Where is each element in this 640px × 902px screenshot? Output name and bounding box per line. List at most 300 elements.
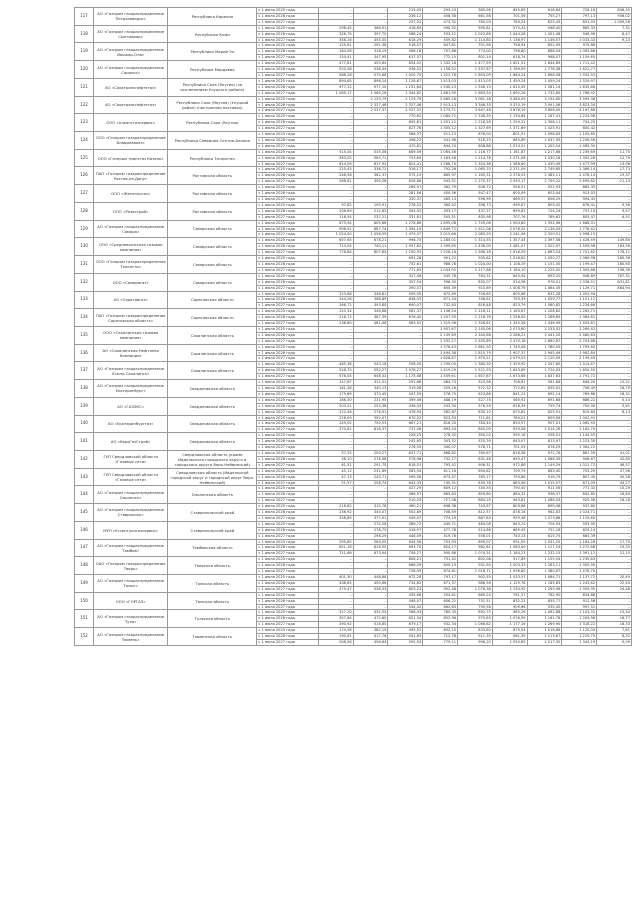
tariff-value-cell: 831,28 bbox=[527, 291, 562, 297]
tariff-value-cell: 743,13 bbox=[492, 533, 527, 539]
tariff-value-cell: 704,93 bbox=[527, 521, 562, 527]
tariff-value-cell: 1 031,20 bbox=[527, 539, 562, 545]
tariff-value-cell: 3 806,00 bbox=[527, 108, 562, 114]
tariff-value-cell: – bbox=[318, 120, 353, 126]
tariff-value-cell: 1 701,62 bbox=[562, 250, 597, 256]
region-name: Свердловская область bbox=[168, 415, 257, 433]
tariff-value-cell: 650,39 bbox=[423, 285, 458, 291]
tariff-value-cell: 1 465,30 bbox=[562, 143, 597, 149]
period-cell: с 1 июля 2025 года bbox=[257, 167, 319, 173]
tariff-value-cell: 887,74 bbox=[353, 226, 388, 232]
tariff-value-cell: 257,52 bbox=[388, 19, 423, 25]
tariff-value-cell: 1 425,91 bbox=[527, 126, 562, 132]
tariff-value-cell: – bbox=[597, 220, 632, 226]
tariff-value-cell: 8,32 bbox=[597, 634, 632, 640]
tariff-value-cell: 956,02 bbox=[597, 13, 632, 19]
tariff-value-cell: – bbox=[318, 137, 353, 143]
tariff-value-cell: 1 163,67 bbox=[492, 309, 527, 315]
tariff-value-cell: 665,83 bbox=[423, 492, 458, 498]
row-number: 127 bbox=[75, 185, 94, 203]
tariff-value-cell: 709,79 bbox=[492, 468, 527, 474]
tariff-value-cell: 657,65 bbox=[318, 238, 353, 244]
period-cell: с 1 июля 2027 года bbox=[257, 250, 319, 256]
tariff-value-cell: 278,52 bbox=[388, 202, 423, 208]
tariff-value-cell: 340,13 bbox=[353, 386, 388, 392]
organization-name: ООО «Газпром трансгаз Казань» bbox=[94, 149, 168, 167]
tariff-value-cell: 1 342,16 bbox=[423, 61, 458, 67]
tariff-value-cell: 2 366,14 bbox=[562, 167, 597, 173]
region-name: Ростовская область bbox=[168, 185, 257, 203]
tariff-value-cell: 3 823,34 bbox=[562, 102, 597, 108]
tariff-value-cell: 1 062,88 bbox=[527, 610, 562, 616]
tariff-value-cell: 274,58 bbox=[353, 521, 388, 527]
tariff-value-cell: 943,81 bbox=[492, 498, 527, 504]
tariff-value-cell: 6,51 bbox=[597, 214, 632, 220]
tariff-value-cell: 694,62 bbox=[458, 468, 493, 474]
tariff-value-cell: 5,61 bbox=[597, 403, 632, 409]
tariff-value-cell: 236,92 bbox=[318, 510, 353, 516]
tariff-value-cell: – bbox=[597, 297, 632, 303]
tariff-value-cell: 1 127,24 bbox=[527, 545, 562, 551]
tariff-value-cell: – bbox=[353, 137, 388, 143]
tariff-value-cell: 360,42 bbox=[423, 202, 458, 208]
period-cell: с 1 июля 2026 года bbox=[257, 226, 319, 232]
tariff-value-cell: 1 344,62 bbox=[388, 90, 423, 96]
tariff-value-cell: 1 318,22 bbox=[562, 622, 597, 628]
tariff-value-cell: 1 235,83 bbox=[562, 557, 597, 563]
region-name: Самарская область bbox=[168, 273, 257, 291]
organization-name: АО «Сахатранснефтегаз» bbox=[94, 96, 168, 114]
tariff-value-cell: 1 008,79 bbox=[492, 285, 527, 291]
tariff-value-cell: – bbox=[353, 557, 388, 563]
tariff-value-cell: 535,36 bbox=[353, 149, 388, 155]
tariff-value-cell: 147,67 bbox=[318, 380, 353, 386]
row-number: 125 bbox=[75, 149, 94, 167]
tariff-value-cell: 752,81 bbox=[388, 261, 423, 267]
tariff-value-cell: – bbox=[353, 197, 388, 203]
tariff-value-cell: 801,91 bbox=[492, 132, 527, 138]
tariff-value-cell: 608,21 bbox=[388, 557, 423, 563]
tariff-value-cell: 801,14 bbox=[458, 55, 493, 61]
tariff-value-cell: 258,85 bbox=[318, 515, 353, 521]
tariff-value-cell: – bbox=[353, 267, 388, 273]
tariff-value-cell: 793,42 bbox=[423, 462, 458, 468]
tariff-value-cell: 22,40 bbox=[597, 580, 632, 586]
tariff-value-cell: – bbox=[597, 96, 632, 102]
tariff-value-cell: – bbox=[318, 197, 353, 203]
tariff-value-cell: 1 537,87 bbox=[458, 67, 493, 73]
period-cell: с 1 июля 2025 года bbox=[257, 114, 319, 120]
period-cell: с 1 июля 2027 года bbox=[257, 108, 319, 114]
tariff-value-cell: 58,10 bbox=[318, 456, 353, 462]
tariff-value-cell: – bbox=[318, 256, 353, 262]
tariff-value-cell: 780,03 bbox=[458, 19, 493, 25]
tariff-value-cell: 1 020,79 bbox=[388, 72, 423, 78]
tariff-value-cell: 832,22 bbox=[492, 598, 527, 604]
tariff-value-cell: 47,13 bbox=[318, 474, 353, 480]
tariff-value-cell: 593,95 bbox=[562, 521, 597, 527]
tariff-value-cell: – bbox=[318, 13, 353, 19]
tariff-value-cell: – bbox=[353, 273, 388, 279]
tariff-value-cell: – bbox=[318, 344, 353, 350]
tariff-value-cell: 1 305,12 bbox=[423, 126, 458, 132]
tariff-value-cell: 1 477,99 bbox=[562, 161, 597, 167]
tariff-value-cell: 818,37 bbox=[353, 427, 388, 433]
tariff-value-cell: 803,68 bbox=[492, 504, 527, 510]
row-number: 145 bbox=[75, 504, 94, 522]
period-cell: с 1 июля 2025 года bbox=[257, 132, 319, 138]
tariff-value-cell: 565,71 bbox=[353, 155, 388, 161]
tariff-value-cell: – bbox=[353, 433, 388, 439]
tariff-value-cell: 1 234,92 bbox=[492, 586, 527, 592]
tariff-value-cell: 1 581,14 bbox=[527, 84, 562, 90]
tariff-value-cell: 1 643,89 bbox=[492, 368, 527, 374]
tariff-value-cell: – bbox=[597, 61, 632, 67]
tariff-value-cell: 760,67 bbox=[458, 450, 493, 456]
tariff-value-cell: 2 073,60 bbox=[492, 326, 527, 332]
region-name: Республика Карелия bbox=[168, 8, 257, 26]
tariff-value-cell: 526,17 bbox=[388, 167, 423, 173]
tariff-value-cell: 835,07 bbox=[458, 279, 493, 285]
tariff-value-cell: 576,96 bbox=[388, 456, 423, 462]
period-cell: с 1 июля 2027 года bbox=[257, 374, 319, 380]
row-number: 143 bbox=[75, 468, 94, 486]
tariff-value-cell: 948,89 bbox=[562, 273, 597, 279]
tariff-value-cell: – bbox=[318, 8, 353, 14]
period-cell: с 1 июля 2025 года bbox=[257, 78, 319, 84]
tariff-value-cell: – bbox=[353, 492, 388, 498]
tariff-value-cell: 165,36 bbox=[597, 256, 632, 262]
region-name: Свердловская область bbox=[168, 397, 257, 415]
tariff-value-cell: 816,58 bbox=[492, 450, 527, 456]
period-cell: с 1 июля 2026 года bbox=[257, 279, 319, 285]
tariff-value-cell: 1 749,08 bbox=[458, 220, 493, 226]
organization-name: АО «ГАЗЭКС» bbox=[94, 397, 168, 415]
tariff-value-cell: 668,82 bbox=[423, 450, 458, 456]
tariff-value-cell: 893,44 bbox=[423, 427, 458, 433]
tariff-value-cell: – bbox=[597, 303, 632, 309]
tariff-value-cell: 595,16 bbox=[492, 433, 527, 439]
tariff-value-cell: 357,54 bbox=[388, 279, 423, 285]
region-name: Самарская область bbox=[168, 256, 257, 274]
tariff-value-cell: 216,82 bbox=[318, 504, 353, 510]
tariff-value-cell: 1 022,88 bbox=[458, 31, 493, 37]
tariff-value-cell: 714,04 bbox=[318, 244, 353, 250]
tariff-value-cell: 203,51 bbox=[318, 403, 353, 409]
tariff-value-cell: 1 063,86 bbox=[562, 49, 597, 55]
tariff-value-cell: – bbox=[353, 350, 388, 356]
tariff-value-cell: 1 661,50 bbox=[458, 344, 493, 350]
tariff-value-cell: – bbox=[388, 332, 423, 338]
tariff-value-cell: 740,93 bbox=[458, 486, 493, 492]
tariff-value-cell: 845,00 bbox=[458, 427, 493, 433]
tariff-value-cell: 448,09 bbox=[388, 533, 423, 539]
tariff-value-cell: 618,39 bbox=[492, 403, 527, 409]
tariff-value-cell: – bbox=[597, 374, 632, 380]
tariff-value-cell: 212,62 bbox=[353, 208, 388, 214]
tariff-value-cell: 994,45 bbox=[562, 197, 597, 203]
tariff-value-cell: 331,81 bbox=[388, 214, 423, 220]
tariff-value-cell: – bbox=[388, 350, 423, 356]
tariff-value-cell: – bbox=[318, 19, 353, 25]
tariff-value-cell: 1 778,42 bbox=[562, 226, 597, 232]
tariff-value-cell: 552,93 bbox=[527, 185, 562, 191]
tariff-value-cell: 1 184,10 bbox=[492, 267, 527, 273]
period-cell: с 1 июля 2027 года bbox=[257, 285, 319, 291]
tariff-value-cell: 1 066,62 bbox=[458, 622, 493, 628]
tariff-value-cell: 737,15 bbox=[562, 208, 597, 214]
tariff-value-cell: – bbox=[353, 19, 388, 25]
tariff-value-cell: 685,45 bbox=[492, 527, 527, 533]
tariff-value-cell: 1 380,67 bbox=[527, 569, 562, 575]
tariff-value-cell: 1 002,91 bbox=[562, 415, 597, 421]
period-cell: с 1 июля 2027 года bbox=[257, 232, 319, 238]
tariff-value-cell: 931,94 bbox=[458, 563, 493, 569]
organization-name: АО «Газпром газораспределение Ставрополь» bbox=[94, 504, 168, 522]
tariff-value-cell: 902,55 bbox=[458, 575, 493, 581]
tariff-value-cell: 630,10 bbox=[458, 409, 493, 415]
tariff-value-cell: 326,75 bbox=[318, 31, 353, 37]
tariff-value-cell: 1 344,19 bbox=[562, 639, 597, 645]
tariff-value-cell: – bbox=[318, 102, 353, 108]
tariff-value-cell: 818,74 bbox=[492, 55, 527, 61]
tariff-value-cell: 1 376,43 bbox=[423, 344, 458, 350]
tariff-value-cell: 416,97 bbox=[388, 527, 423, 533]
tariff-value-cell: 797,13 bbox=[562, 13, 597, 19]
tariff-value-cell: 184,06 bbox=[318, 49, 353, 55]
tariff-value-cell: 565,92 bbox=[492, 397, 527, 403]
tariff-value-cell: 592,04 bbox=[388, 639, 423, 645]
organization-name: ООО «Средневолжская газовая компания» bbox=[94, 238, 168, 256]
region-name: Тюменская область bbox=[168, 628, 257, 646]
tariff-value-cell: 961,39 bbox=[492, 634, 527, 640]
tariff-value-cell: 1 262,71 bbox=[562, 309, 597, 315]
tariff-value-cell: 461,08 bbox=[353, 321, 388, 327]
row-number: 135 bbox=[75, 326, 94, 344]
tariff-value-cell: 544,42 bbox=[388, 604, 423, 610]
period-cell: с 1 июля 2025 года bbox=[257, 43, 319, 49]
tariff-value-cell: 327,20 bbox=[318, 610, 353, 616]
tariff-value-cell: 7,61 bbox=[597, 628, 632, 634]
tariff-value-cell: 237,21 bbox=[353, 214, 388, 220]
period-cell: с 1 июля 2025 года bbox=[257, 575, 319, 581]
tariff-value-cell: 2 129,79 bbox=[353, 96, 388, 102]
period-cell: с 1 июля 2026 года bbox=[257, 297, 319, 303]
tariff-value-cell: 1 635,66 bbox=[562, 84, 597, 90]
tariff-value-cell: 824,17 bbox=[423, 545, 458, 551]
tariff-value-cell: 1 078,27 bbox=[388, 368, 423, 374]
tariff-value-cell: 40,58 bbox=[597, 474, 632, 480]
tariff-value-cell: – bbox=[388, 338, 423, 344]
tariff-value-cell: 1 546,15 bbox=[458, 84, 493, 90]
tariff-value-cell: – bbox=[597, 415, 632, 421]
tariff-value-cell: 884,94 bbox=[597, 285, 632, 291]
tariff-value-cell: 999,67 bbox=[492, 202, 527, 208]
tariff-value-cell: 692,14 bbox=[527, 391, 562, 397]
tariff-value-cell: 1 450,49 bbox=[527, 161, 562, 167]
tariff-value-cell: 629,14 bbox=[562, 527, 597, 533]
tariff-value-cell: 701,53 bbox=[492, 445, 527, 451]
tariff-value-cell: 1 849,72 bbox=[423, 226, 458, 232]
tariff-value-cell: – bbox=[597, 49, 632, 55]
period-cell: с 1 июля 2025 года bbox=[257, 25, 319, 31]
period-cell: с 1 июля 2025 года bbox=[257, 202, 319, 208]
tariff-value-cell: – bbox=[318, 356, 353, 362]
tariff-value-cell: 1 732,60 bbox=[527, 90, 562, 96]
tariff-value-cell: 642,33 bbox=[388, 480, 423, 486]
tariff-value-cell: 559,82 bbox=[423, 37, 458, 43]
tariff-value-cell: 750,00 bbox=[562, 403, 597, 409]
tariff-value-cell: 396,22 bbox=[388, 137, 423, 143]
tariff-value-cell: 613,97 bbox=[527, 439, 562, 445]
tariff-value-cell: 1 165,31 bbox=[458, 173, 493, 179]
tariff-value-cell: 672,28 bbox=[388, 575, 423, 581]
period-cell: с 1 июля 2026 года bbox=[257, 191, 319, 197]
tariff-value-cell: 1 226,66 bbox=[562, 303, 597, 309]
tariff-value-cell: 616,64 bbox=[527, 8, 562, 14]
period-cell: с 1 июля 2025 года bbox=[257, 397, 319, 403]
tariff-value-cell: 701,56 bbox=[492, 13, 527, 19]
tariff-value-cell: 734,82 bbox=[388, 580, 423, 586]
tariff-value-cell: – bbox=[318, 498, 353, 504]
tariff-value-cell: 841,23 bbox=[492, 391, 527, 397]
tariff-value-cell: 599,56 bbox=[388, 474, 423, 480]
tariff-value-cell: 831,03 bbox=[562, 19, 597, 25]
tariff-value-cell: – bbox=[597, 309, 632, 315]
region-name: Томская область bbox=[168, 592, 257, 610]
tariff-value-cell: – bbox=[597, 350, 632, 356]
tariff-value-cell: 789,62 bbox=[527, 214, 562, 220]
tariff-value-cell: 1 359,35 bbox=[562, 586, 597, 592]
tariff-value-cell: 728,16 bbox=[562, 8, 597, 14]
tariff-value-cell: 854,02 bbox=[388, 61, 423, 67]
tariff-value-cell: 1 116,77 bbox=[458, 149, 493, 155]
tariff-value-cell: 432,55 bbox=[353, 610, 388, 616]
tariff-value-cell: 21,13 bbox=[597, 179, 632, 185]
tariff-value-cell: 393,80 bbox=[353, 303, 388, 309]
tariff-value-cell: 358,16 bbox=[318, 37, 353, 43]
tariff-value-cell: 427,29 bbox=[388, 486, 423, 492]
tariff-value-cell: 767,31 bbox=[597, 273, 632, 279]
region-name: Республика Татарстан bbox=[168, 149, 257, 167]
period-cell: с 1 июля 2026 года bbox=[257, 84, 319, 90]
tariff-value-cell: 675,82 bbox=[492, 409, 527, 415]
tariff-value-cell: 871,09 bbox=[562, 480, 597, 486]
region-name: Самарская область bbox=[168, 220, 257, 238]
tariff-value-cell: 812,57 bbox=[458, 510, 493, 516]
tariff-value-cell: 778,84 bbox=[318, 250, 353, 256]
tariff-value-cell: 799,58 bbox=[458, 604, 493, 610]
tariff-value-cell: 362,37 bbox=[353, 173, 388, 179]
tariff-value-cell: 347,59 bbox=[388, 391, 423, 397]
tariff-value-cell: 253,38 bbox=[353, 403, 388, 409]
tariff-value-cell: 893,20 bbox=[527, 273, 562, 279]
tariff-value-cell: 617,92 bbox=[353, 161, 388, 167]
tariff-value-cell: – bbox=[318, 114, 353, 120]
tariff-value-cell: 436,43 bbox=[388, 403, 423, 409]
tariff-value-cell: – bbox=[597, 421, 632, 427]
tariff-value-cell: 603,42 bbox=[527, 202, 562, 208]
period-cell: с 1 июля 2027 года bbox=[257, 551, 319, 557]
tariff-value-cell: 711,81 bbox=[458, 415, 493, 421]
tariff-value-cell: 874,61 bbox=[423, 569, 458, 575]
tariff-value-cell: 568,28 bbox=[318, 72, 353, 78]
organization-name: ОАО «Газпром газораспределение Тверь» bbox=[94, 557, 168, 575]
tariff-value-cell: 1 692,26 bbox=[492, 90, 527, 96]
tariff-value-cell: 43,27 bbox=[597, 480, 632, 486]
tariff-value-cell: 1 201,12 bbox=[423, 120, 458, 126]
tariff-table-body bbox=[75, 8, 632, 646]
tariff-value-cell: 737,06 bbox=[388, 427, 423, 433]
tariff-value-cell: 1 205,54 bbox=[527, 143, 562, 149]
organization-name: ООО «Резастрой» bbox=[94, 202, 168, 220]
region-name: Самарская область bbox=[168, 238, 257, 256]
tariff-value-cell: 390,07 bbox=[388, 285, 423, 291]
tariff-value-cell: 576,05 bbox=[318, 374, 353, 380]
tariff-value-cell: 368,91 bbox=[353, 25, 388, 31]
tariff-value-cell: 578,71 bbox=[458, 445, 493, 451]
tariff-value-cell: 246,56 bbox=[318, 173, 353, 179]
tariff-value-cell: 732,17 bbox=[423, 456, 458, 462]
tariff-value-cell: 935,40 bbox=[527, 604, 562, 610]
tariff-value-cell: 805,47 bbox=[562, 214, 597, 220]
tariff-value-cell: 623,86 bbox=[458, 391, 493, 397]
tariff-value-cell: 319,08 bbox=[388, 386, 423, 392]
region-name: Свердловская область (Ивдельский городской округ и городской округ Верх-Нейвинский) bbox=[168, 468, 257, 486]
tariff-value-cell: 2 476,14 bbox=[562, 173, 597, 179]
period-cell: с 1 июля 2025 года bbox=[257, 521, 319, 527]
tariff-value-cell: 1 272,68 bbox=[562, 545, 597, 551]
tariff-value-cell: 1 426,59 bbox=[562, 238, 597, 244]
tariff-value-cell: – bbox=[597, 515, 632, 521]
period-cell: с 1 июля 2027 года bbox=[257, 19, 319, 25]
period-cell: с 1 июля 2025 года bbox=[257, 380, 319, 386]
organization-name: АО «Газпром газораспределение Сыктывкар» bbox=[94, 25, 168, 43]
tariff-value-cell: 864,32 bbox=[492, 492, 527, 498]
tariff-value-cell: 1 998,15 bbox=[562, 232, 597, 238]
tariff-value-cell: 1 305,68 bbox=[562, 267, 597, 273]
tariff-value-cell: 318,19 bbox=[353, 49, 388, 55]
tariff-value-cell: 276,55 bbox=[388, 445, 423, 451]
tariff-value-cell: 46,57 bbox=[597, 462, 632, 468]
tariff-value-cell: 1 795,60 bbox=[562, 344, 597, 350]
tariff-value-cell: 417,76 bbox=[353, 634, 388, 640]
tariff-value-cell: 1 155,54 bbox=[527, 557, 562, 563]
tariff-value-cell: 1 711,42 bbox=[562, 61, 597, 67]
tariff-value-cell: – bbox=[597, 315, 632, 321]
tariff-value-cell: 581,37 bbox=[388, 309, 423, 315]
tariff-value-cell: 244,26 bbox=[318, 297, 353, 303]
tariff-value-cell: 495,52 bbox=[388, 628, 423, 634]
tariff-value-cell: 816,48 bbox=[458, 303, 493, 309]
tariff-value-cell: 510,03 bbox=[388, 498, 423, 504]
tariff-value-cell: 2 470,18 bbox=[492, 338, 527, 344]
tariff-value-cell: 293,23 bbox=[423, 8, 458, 14]
tariff-value-cell: – bbox=[353, 598, 388, 604]
tariff-value-cell: – bbox=[597, 439, 632, 445]
tariff-value-cell: 899,48 bbox=[527, 504, 562, 510]
row-number: 117 bbox=[75, 8, 94, 26]
tariff-value-cell: – bbox=[353, 126, 388, 132]
tariff-value-cell: 243,71 bbox=[353, 474, 388, 480]
tariff-value-cell: 893,47 bbox=[492, 456, 527, 462]
tariff-value-cell: – bbox=[597, 356, 632, 362]
tariff-value-cell: 340,07 bbox=[423, 445, 458, 451]
tariff-value-cell: 899,07 bbox=[458, 539, 493, 545]
tariff-value-cell: 1 151,12 bbox=[562, 297, 597, 303]
tariff-value-cell: 1 065,17 bbox=[318, 90, 353, 96]
tariff-value-cell: 2 709,22 bbox=[527, 179, 562, 185]
